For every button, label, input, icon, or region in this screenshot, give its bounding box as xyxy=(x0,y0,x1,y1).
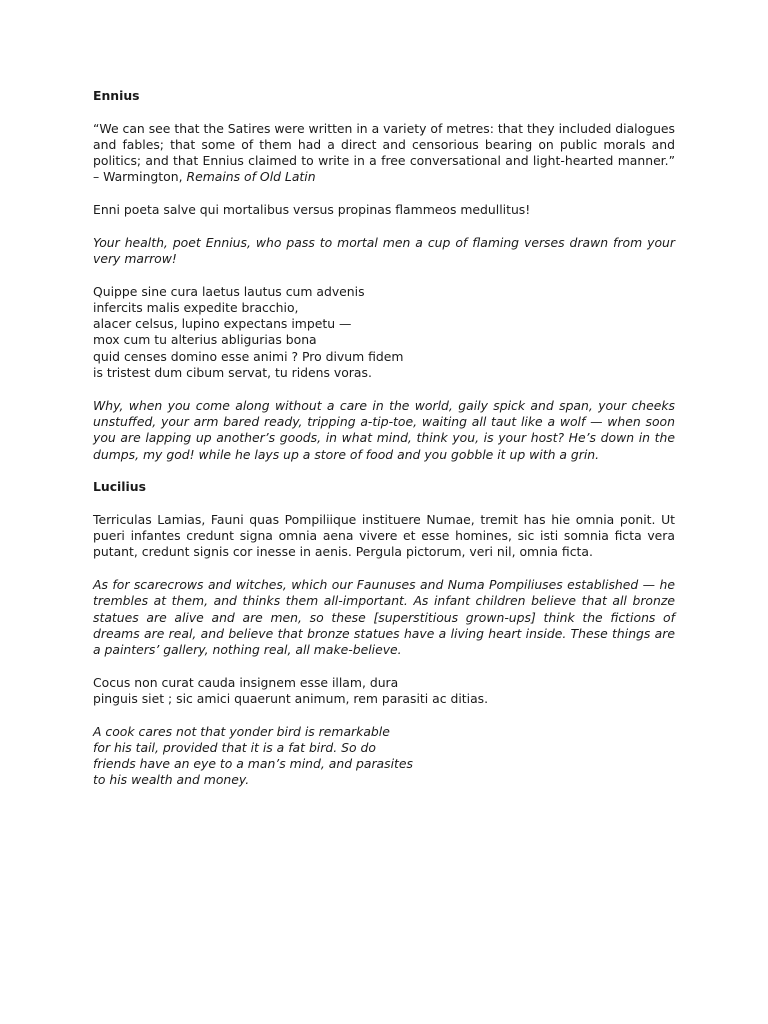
verse-line: pinguis siet ; sic amici quaerunt animum, rem parasiti ac ditias. xyxy=(93,690,489,706)
verse-line: Quippe sine cura laetus lautus cum advenis xyxy=(93,283,365,299)
verse-line: infercits malis expedite bracchio, xyxy=(93,299,299,315)
verse-line: to his wealth and money. xyxy=(93,772,250,788)
verse-line: friends have an eye to a man’s mind, and parasites xyxy=(93,756,413,772)
quote-source-title: Remains of Old Latin xyxy=(186,169,316,185)
lucilius-latin-verse xyxy=(93,675,675,708)
verse-line: is tristest dum cibum servat, tu ridens voras. xyxy=(93,365,372,381)
lucilius-english-passage: As for scarecrows and witches, which our Faunuses and Numa Pompiliuses established — he trembles at them, and thinks them all-important. As infant children believe that all bronze statues are alive and are men, so these [superstitious grown-ups] think the fictions of dreams are real, and believe that bronze statues have a living heart inside. These things are a painters’ gallery, nothing real, all make-believe. xyxy=(93,576,675,658)
ennius-latin-verse xyxy=(93,284,675,382)
warmington-quote xyxy=(93,121,675,186)
quote-text: “We can see that the Satires were written in a variety of metres: that they included dialogues and fables; that some of them had a direct and censorious bearing on public morals and politics; and that Ennius claimed to write in a free conversational and light-hearted manner.” – Warmington, xyxy=(93,120,675,185)
verse-line: mox cum tu alterius abligurias bona xyxy=(93,332,317,348)
lucilius-english-verse xyxy=(93,724,675,789)
document-page xyxy=(93,88,675,789)
verse-line: quid censes domino esse animi ? Pro divum fidem xyxy=(93,348,404,364)
section-heading-lucilius: Lucilius xyxy=(93,479,146,495)
verse-line: alacer celsus, lupino expectans impetu — xyxy=(93,316,352,332)
section-heading-ennius: Ennius xyxy=(93,88,140,103)
verse-line: A cook cares not that yonder bird is remarkable xyxy=(93,723,390,739)
ennius-english-epigram: Your health, poet Ennius, who pass to mortal men a cup of flaming verses drawn from your very marrow! xyxy=(93,234,675,266)
verse-line: Cocus non curat cauda insignem esse illam, dura xyxy=(93,674,399,690)
lucilius-latin-passage: Terriculas Lamias, Fauni quas Pompiliique instituere Numae, tremit has hie omnia ponit. Ut pueri infantes credunt signa omnia aena vivere et esse homines, sic isti somnia ficta vera putant, credunt signis cor inesse in aenis. Pergula pictorum, veri nil, omnia ficta. xyxy=(93,511,675,560)
ennius-latin-epigram: Enni poeta salve qui mortalibus versus propinas flammeos medullitus! xyxy=(93,202,531,218)
ennius-english-translation: Why, when you come along without a care in the world, gaily spick and span, your cheeks unstuffed, your arm bared ready, tripping a-tip-toe, waiting all taut like a wolf — when soon you are lapping up another’s goods, in what mind, think you, is your host? He’s down in the dumps, my god! while he lays up a store of food and you gobble it up with a grin. xyxy=(93,397,675,462)
verse-line: for his tail, provided that it is a fat bird. So do xyxy=(93,739,376,755)
